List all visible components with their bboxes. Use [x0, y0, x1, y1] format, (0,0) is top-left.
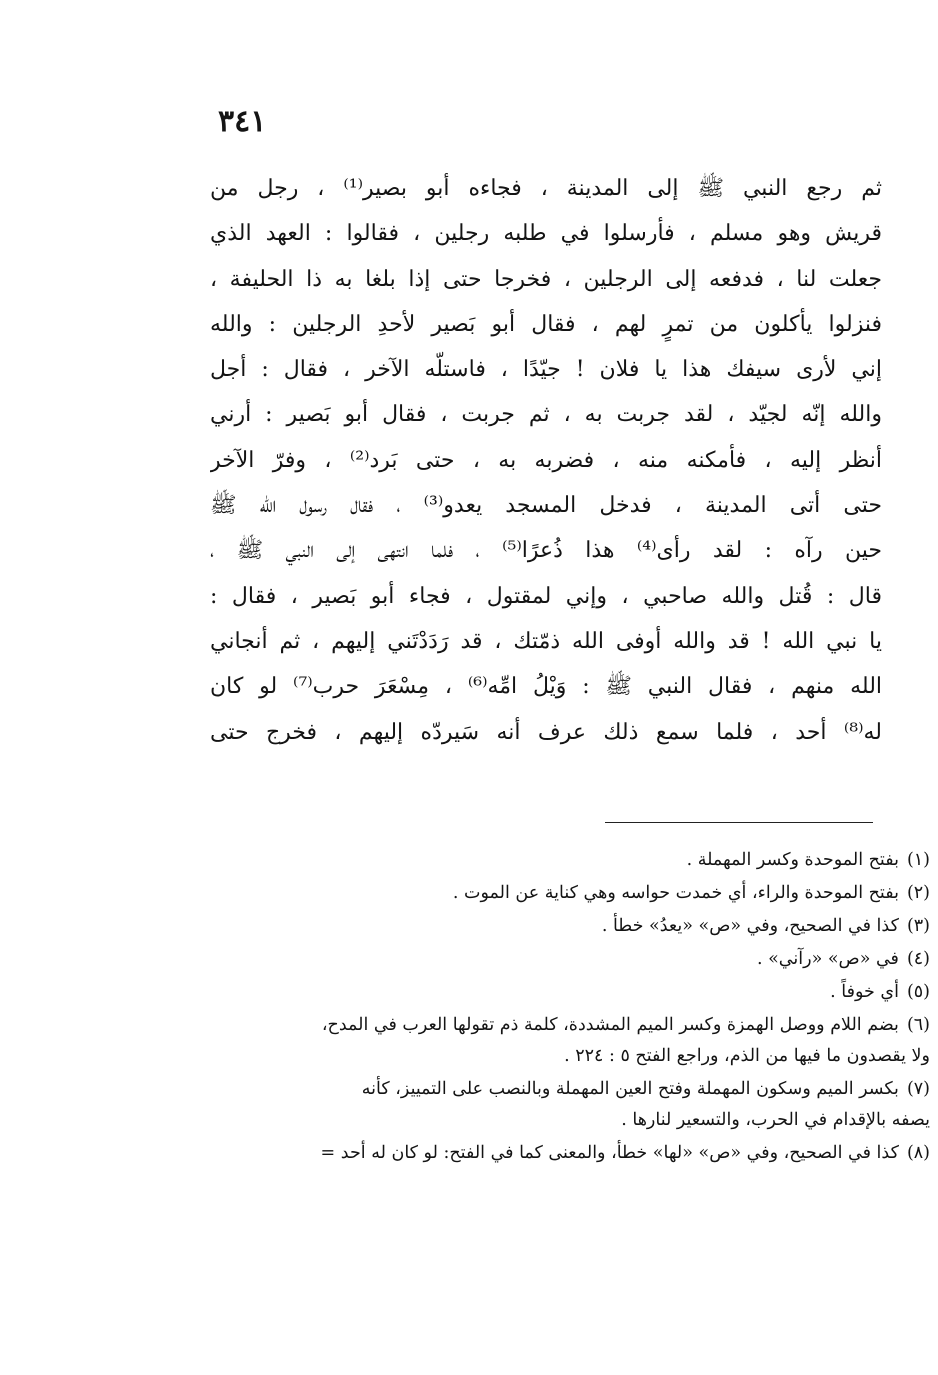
footnote-text: كذا في الصحيح، وفي «ص» «لها» خطأ، والمعنى كما في الفتح: لو كان له أحد =	[320, 1143, 899, 1163]
footnote-text: في «ص» «رآني» .	[756, 949, 899, 969]
footnote-number: (٧)	[906, 1079, 930, 1099]
main-text-line: فنزلوا يأكلون من تمرٍ لهم ، فقال أبو بَصير لأحدِ الرجلين : والله	[210, 311, 882, 337]
footnote-5	[198, 977, 930, 1008]
main-text	[210, 166, 882, 755]
main-text-line: له⁽⁸⁾ أحد ، فلما سمع ذلك عرف أنه سَيردّه إليهم ، فخرج حتى	[210, 719, 882, 745]
footnote-line	[198, 878, 930, 909]
footnote-text: بفتح الموحدة وكسر المهملة .	[686, 850, 899, 870]
footnote-text: أي خوفاً .	[830, 982, 899, 1002]
footnote-line	[198, 845, 930, 876]
footnote-line	[198, 1074, 930, 1105]
footnote-number: (١)	[906, 850, 930, 870]
footnote-continuation: ولا يقصدون ما فيها من الذم، وراجع الفتح ٥ : ٢٢٤ .	[564, 1046, 930, 1066]
main-text-line: حتى أتى المدينة ، فدخل المسجد يعدو⁽³⁾ ، فقال رسول الله ﷺ	[210, 493, 882, 519]
footnote-text: كذا في الصحيح، وفي «ص» «يعدُ» خطأ .	[601, 916, 899, 936]
footnote-text: بفتح الموحدة والراء، أي خمدت حواسه وهي كناية عن الموت .	[452, 883, 899, 903]
footnote-line	[198, 1138, 930, 1169]
main-text-line: أنظر إليه ، فأمكنه منه ، فضربه به ، حتى بَرد⁽²⁾ ، وفرّ الآخر	[210, 447, 882, 473]
main-text-line: ثم رجع النبي ﷺ إلى المدينة ، فجاءه أبو بصير⁽¹⁾ ، رجل من	[210, 176, 882, 201]
footnote-continuation: يصفه بالإقدام في الحرب، والتسعير لنارها .	[621, 1110, 930, 1130]
footnote-6	[198, 1010, 930, 1072]
footnote-text: بكسر الميم وسكون المهملة وفتح العين المهملة وبالنصب على التمييز، كأنه	[361, 1079, 899, 1099]
footnote-number: (٨)	[906, 1143, 930, 1163]
footnote-number: (٤)	[906, 949, 930, 969]
footnote-line	[198, 977, 930, 1008]
main-text-line: يا نبي الله ! قد والله أوفى الله ذمّتك ، قد رَدَدْتَني إليهم ، ثم أنجاني	[210, 628, 882, 654]
footnote-2	[198, 878, 930, 909]
main-text-line: قريش وهو مسلم ، فأرسلوا في طلبه رجلين ، فقالوا : العهد الذي	[210, 221, 882, 247]
footnote-4	[198, 944, 930, 975]
footnote-1	[198, 845, 930, 876]
footnote-number: (٢)	[906, 883, 930, 903]
main-text-line: والله إنّه لجيّد ، لقد جربت به ، ثم جربت ، فقال أبو بَصير : أرني	[210, 402, 882, 428]
main-text-line: قال : قُتل والله صاحبي ، وإني لمقتول ، فجاء أبو بَصير ، فقال :	[210, 583, 882, 609]
footnote-line	[198, 911, 930, 942]
main-text-line: جعلت لنا ، فدفعه إلى الرجلين ، فخرجا حتى إذا بلغا به ذا الحليفة ،	[210, 266, 882, 292]
footnotes	[198, 845, 930, 1171]
footnote-7	[198, 1074, 930, 1136]
main-text-line: حين رآه : لقد رأى⁽⁴⁾ هذا ذُعرًا⁽⁵⁾ ، فلما انتهى إلى النبي ﷺ ،	[210, 538, 882, 564]
main-text-line: إني لأرى سيفك هذا يا فلان ! جيّدًا ، فاستلّه الآخر ، فقال : أجل	[210, 357, 882, 383]
footnote-8	[198, 1138, 930, 1169]
footnote-separator	[605, 822, 873, 823]
page-number: ٣٤١	[218, 104, 267, 139]
footnote-number: (٣)	[906, 916, 930, 936]
footnote-number: (٥)	[906, 982, 930, 1002]
footnote-3	[198, 911, 930, 942]
footnote-number: (٦)	[906, 1015, 930, 1035]
footnote-text: بضم اللام ووصل الهمزة وكسر الميم المشددة، كلمة ذم تقولها العرب في المدح،	[321, 1015, 899, 1035]
main-text-line: الله منهم ، فقال النبي ﷺ : وَيْلُ امِّه⁽⁶⁾ ، مِسْعَرَ حرب⁽⁷⁾ لو كان	[210, 674, 882, 700]
footnote-line	[198, 944, 930, 975]
footnote-line	[198, 1010, 930, 1041]
